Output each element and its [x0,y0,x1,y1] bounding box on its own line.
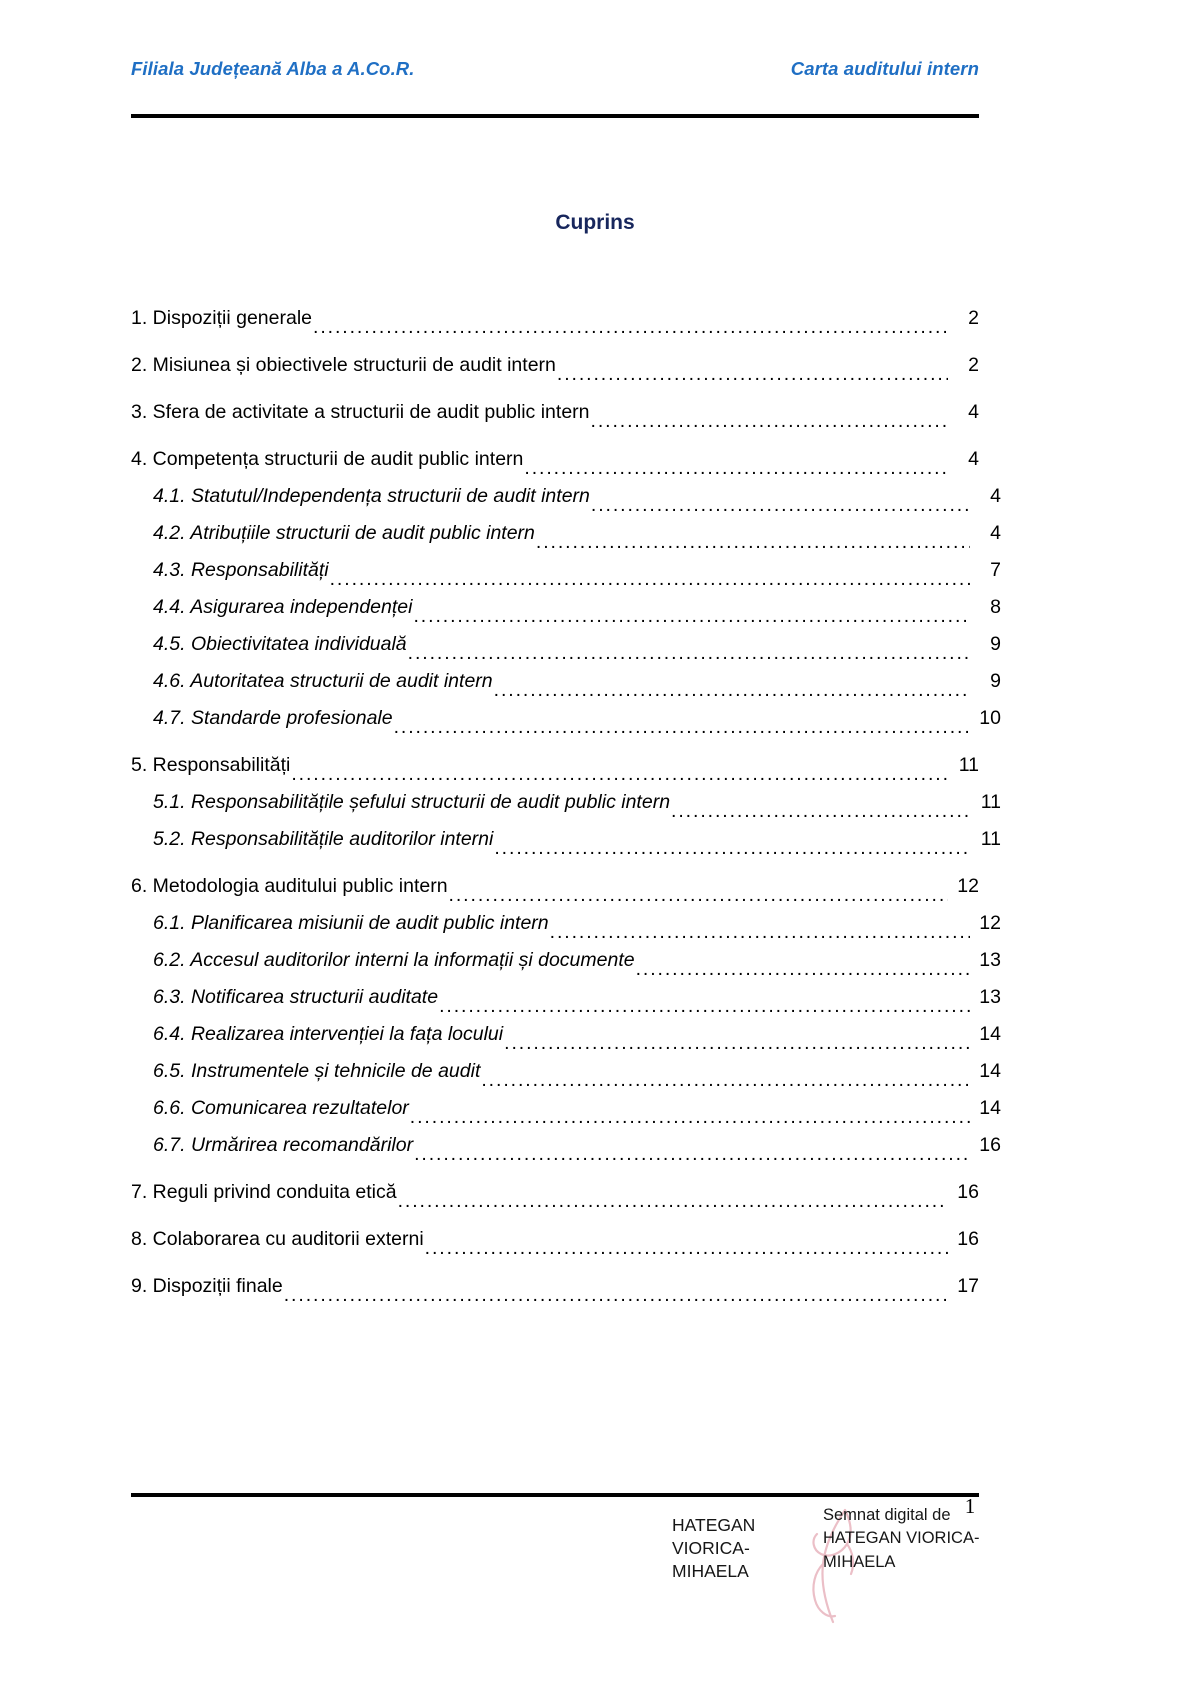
toc-dot-leader [394,714,970,733]
toc-entry[interactable] [131,1049,1001,1086]
toc-dot-leader [557,361,948,380]
toc-entry-label: 1. Dispoziții generale [131,306,313,329]
toc-entry-label: 4.6. Autoritatea structurii de audit intern [153,669,493,692]
toc-entry-page-number: 16 [957,1227,979,1250]
toc-entry[interactable] [131,659,1001,696]
toc-entry-label: 6.6. Comunicarea rezultatelor [153,1096,409,1119]
toc-entry[interactable] [131,622,1001,659]
toc-dot-leader [291,761,948,780]
toc-dot-leader [481,1067,970,1086]
toc-entry[interactable] [131,585,1001,622]
toc-entry-label: 4.7. Standarde profesionale [153,706,393,729]
header-left-title: Filiala Județeană Alba a A.Co.R. [131,58,415,79]
toc-entry[interactable] [131,817,1001,854]
toc-entry-page-number: 17 [957,1274,979,1297]
page-title: Cuprins [555,211,635,234]
toc-entry[interactable] [131,427,979,474]
toc-entry[interactable] [131,1207,979,1254]
signature-signer-name [672,1514,822,1583]
toc-entry[interactable] [131,780,1001,817]
toc-entry[interactable] [131,696,1001,733]
toc-dot-leader [524,455,948,474]
toc-entry-page-number: 12 [957,874,979,897]
toc-entry-page-number: 16 [979,1133,1001,1156]
header-right-title: Carta auditului intern [790,58,979,79]
toc-entry[interactable] [131,733,979,780]
toc-entry-page-number: 7 [990,558,1001,581]
toc-entry-page-number: 4 [968,400,979,423]
toc-entry-label: 8. Colaborarea cu auditorii externi [131,1227,424,1250]
toc-entry-label: 3. Sfera de activitate a structurii de audit public intern [131,400,590,423]
toc-entry[interactable] [131,511,1001,548]
toc-entry-label: 4.2. Atribuțiile structurii de audit public intern [153,521,535,544]
toc-entry[interactable] [131,474,1001,511]
toc-entry-label: 4.1. Statutul/Independența structurii de audit intern [153,484,590,507]
toc-entry-label: 6.4. Realizarea intervenției la fața locului [153,1022,504,1045]
toc-entry-label: 6. Metodologia auditului public intern [131,874,448,897]
toc-entry-label: 4.5. Obiectivitatea individuală [153,632,407,655]
toc-dot-leader [439,993,970,1012]
toc-dot-leader [504,1030,970,1049]
toc-dot-leader [414,1141,970,1160]
toc-entry-label: 4. Competența structurii de audit public intern [131,447,524,470]
toc-dot-leader [636,956,970,975]
toc-entry-page-number: 12 [979,911,1001,934]
toc-entry[interactable] [131,1012,1001,1049]
toc-dot-leader [591,408,949,427]
toc-entry-page-number: 2 [968,306,979,329]
toc-entry[interactable] [131,1160,979,1207]
toc-dot-leader [408,640,970,659]
toc-entry-page-number: 4 [990,484,1001,507]
toc-entry[interactable] [131,380,979,427]
toc-entry-page-number: 11 [980,790,1001,813]
toc-entry-page-number: 16 [957,1180,979,1203]
toc-entry[interactable] [131,901,1001,938]
toc-entry-page-number: 2 [968,353,979,376]
toc-entry-label: 6.5. Instrumentele și tehnicile de audit [153,1059,481,1082]
toc-dot-leader [425,1235,948,1254]
toc-entry-page-number: 10 [979,706,1001,729]
toc-entry-label: 4.3. Responsabilități [153,558,329,581]
signature-detail-line-1: Semnat digital de [823,1506,951,1524]
toc-entry-page-number: 13 [979,985,1001,1008]
toc-entry[interactable] [131,938,1001,975]
toc-entry[interactable] [131,333,979,380]
toc-entry-page-number: 13 [979,948,1001,971]
toc-entry-page-number: 14 [979,1059,1001,1082]
toc-entry-label: 2. Misiunea și obiectivele structurii de audit intern [131,353,556,376]
toc-dot-leader [313,314,948,333]
toc-dot-leader [671,798,970,817]
toc-entry-page-number: 4 [990,521,1001,544]
toc-entry-label: 5.2. Responsabilitățile auditorilor interni [153,827,494,850]
table-of-contents [131,286,1001,1301]
toc-entry[interactable] [131,1086,1001,1123]
toc-entry-label: 6.2. Accesul auditorilor interni la informații și documente [153,948,635,971]
digital-signature-block [672,1504,992,1683]
toc-entry-page-number: 4 [968,447,979,470]
toc-entry-page-number: 9 [990,669,1001,692]
toc-dot-leader [410,1104,970,1123]
toc-entry-label: 5. Responsabilități [131,753,291,776]
toc-entry-page-number: 14 [979,1096,1001,1119]
signature-detail-text [823,1504,995,1574]
toc-dot-leader [398,1188,948,1207]
toc-dot-leader [330,566,970,585]
footer-page-number: 1 [964,1494,976,1518]
toc-entry[interactable] [131,854,979,901]
toc-entry[interactable] [131,286,979,333]
toc-entry-label: 6.3. Notificarea structurii auditate [153,985,439,1008]
header-divider-rule [131,114,979,118]
toc-entry-page-number: 11 [958,753,979,776]
toc-dot-leader [413,603,970,622]
toc-dot-leader [494,835,970,854]
toc-dot-leader [494,677,970,696]
toc-entry-label: 7. Reguli privind conduita etică [131,1180,397,1203]
toc-entry[interactable] [131,548,1001,585]
toc-entry-page-number: 14 [979,1022,1001,1045]
toc-entry-label: 4.4. Asigurarea independenței [153,595,413,618]
page-header [131,58,979,80]
toc-entry[interactable] [131,1123,1001,1160]
toc-entry-label: 6.7. Urmărirea recomandărilor [153,1133,414,1156]
toc-dot-leader [550,919,970,938]
toc-entry-page-number: 11 [980,827,1001,850]
toc-entry-page-number: 9 [990,632,1001,655]
toc-entry-label: 5.1. Responsabilitățile șefului structurii de audit public intern [153,790,671,813]
signature-detail-line-2: HATEGAN VIORICA- [823,1529,980,1548]
toc-dot-leader [536,529,970,548]
signature-name-line-1: HATEGAN [672,1515,756,1535]
signature-detail-line-3: MIHAELA [823,1552,896,1571]
toc-entry[interactable] [131,1254,979,1301]
toc-dot-leader [449,882,948,901]
toc-dot-leader [284,1282,948,1301]
toc-dot-leader [591,492,970,511]
signature-name-line-2: VIORICA-MIHAELA [672,1538,750,1582]
toc-entry[interactable] [131,975,1001,1012]
toc-entry-label: 6.1. Planificarea misiunii de audit public intern [153,911,549,934]
toc-entry-label: 9. Dispoziții finale [131,1274,283,1297]
footer-divider-rule [131,1493,979,1497]
toc-entry-page-number: 8 [990,595,1001,618]
